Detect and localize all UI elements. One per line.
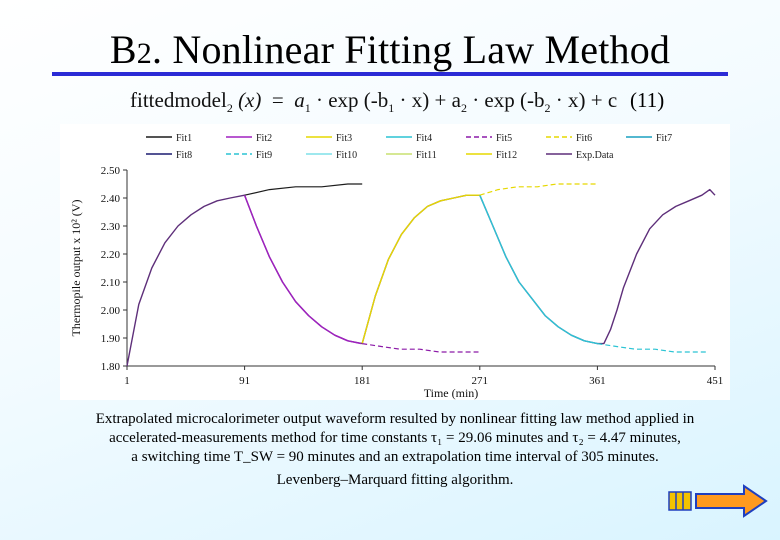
title-number: 2 (136, 37, 152, 70)
formula-exp1: · exp (-b (315, 88, 389, 112)
title-underline (52, 72, 728, 76)
figure-caption (60, 410, 730, 467)
formula-tail2: · x) + c (555, 88, 618, 112)
series-line-fit9 (597, 344, 707, 352)
equation-number: (11) (630, 88, 665, 112)
x-tick-label: 181 (353, 375, 371, 387)
formula-lhs: fittedmodel (130, 88, 227, 112)
algorithm-note: Levenberg–Marquard fitting algorithm. (276, 472, 514, 488)
formula-eq: = (271, 88, 284, 112)
legend-label: Fit8 (176, 150, 193, 161)
series-line-fit2 (245, 195, 361, 343)
series-line-fit1 (245, 184, 363, 195)
y-tick-label: 1.90 (100, 333, 120, 345)
legend-label: Exp.Data (576, 150, 614, 161)
series-line-fit4 (480, 195, 598, 343)
next-arrow-icon[interactable] (696, 486, 766, 516)
x-tick-label: 91 (239, 375, 251, 387)
caption-line-1: Extrapolated microcalorimeter output waveform resulted by nonlinear fitting law method applied in (95, 411, 695, 427)
legend-label: Fit6 (576, 133, 593, 144)
series-line-fit6 (480, 184, 596, 195)
formula-arg: (x) (238, 88, 262, 112)
legend-label: Fit3 (336, 133, 353, 144)
formula (130, 88, 617, 116)
caption-line-3: a switching time T_SW = 90 minutes and an extrapolation time interval of 305 minutes. (131, 449, 659, 465)
y-axis-title: Thermopile output x 10² (V) (69, 199, 83, 337)
series-line-fit3 (362, 195, 480, 343)
end-nav-bars[interactable] (669, 492, 691, 510)
legend-label: Fit4 (416, 133, 433, 144)
y-tick-label: 2.10 (100, 277, 120, 289)
line-chart (60, 124, 730, 400)
title-text: . Nonlinear Fitting Law Method (151, 27, 671, 72)
legend-label: Fit12 (496, 150, 518, 161)
x-tick-label: 361 (589, 375, 606, 387)
next-arrow-button[interactable] (694, 484, 768, 518)
title-letter: B (109, 27, 137, 72)
caption-line-2: accelerated-measurements method for time constants τ₁ = 29.06 minutes and τ₂ = 4.47 minutes, (109, 430, 681, 446)
formula-b2-sub: 2 (544, 101, 551, 116)
legend-label: Fit10 (336, 150, 358, 161)
legend-label: Fit5 (496, 133, 513, 144)
y-tick-label: 2.00 (100, 305, 120, 317)
x-axis-title: Time (min) (423, 386, 479, 400)
legend-label: Fit1 (176, 133, 193, 144)
x-tick-label: 1 (124, 375, 130, 387)
y-tick-label: 2.40 (100, 193, 120, 205)
chart-panel (60, 124, 730, 400)
x-tick-label: 271 (471, 375, 489, 387)
formula-a2-sub: 2 (460, 101, 467, 116)
end-nav-icon[interactable] (668, 490, 692, 512)
y-tick-label: 2.50 (100, 165, 120, 177)
formula-a1-sub: 1 (304, 101, 311, 116)
formula-tail1: · x) + a (399, 88, 461, 112)
legend-label: Fit11 (416, 150, 437, 161)
legend-label: Fit9 (256, 150, 273, 161)
legend-label: Fit2 (256, 133, 273, 144)
formula-a1: a (294, 88, 305, 112)
y-tick-label: 2.20 (100, 249, 120, 261)
series-line-fit5 (362, 344, 478, 352)
formula-lhs-sub: 2 (226, 101, 233, 116)
slide-title (0, 26, 780, 73)
formula-b1-sub: 1 (388, 101, 395, 116)
y-tick-label: 1.80 (100, 361, 120, 373)
y-tick-label: 2.30 (100, 221, 120, 233)
formula-exp2: · exp (-b (472, 88, 545, 112)
series-line-exp-data (127, 190, 715, 366)
legend-label: Fit7 (656, 133, 673, 144)
x-tick-label: 451 (706, 375, 724, 387)
